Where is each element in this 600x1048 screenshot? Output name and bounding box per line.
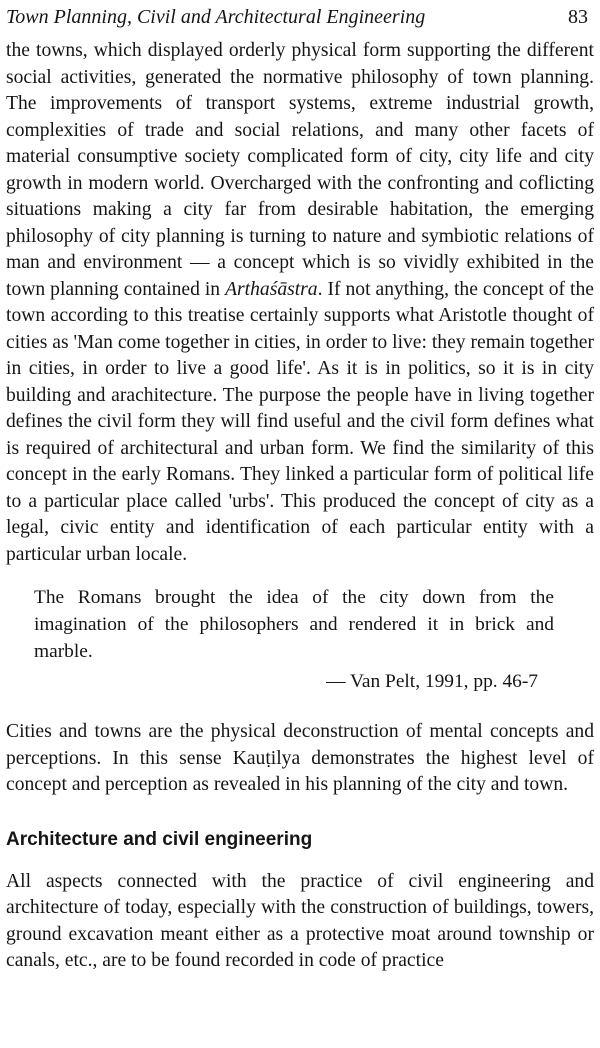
block-quote (34, 584, 554, 695)
paragraph-1 (6, 38, 594, 568)
body-text (6, 38, 594, 975)
paragraph-2: Cities and towns are the physical deconstruction of mental concepts and perceptions. In this sense Kauṭilya demonstrates the highest level of concept and perception as revealed in his planning of the city and town. (6, 721, 594, 795)
paragraph-1-part-b: . If not anything, the concept of the town according to this treatise certainly supports what Aristotle thought of cities as 'Man come together in cities, in order to live: they remain together in cities, in order to live a good life'. As it is in politics, so it is in city building and arachitecture. The purpose the people have in living together defines the civil form they will find useful and the civil form defines what is required of architectural and urban form. We find the similarity of this concept in the early Romans. They linked a particular form of political life to a particular place called 'urbs'. This produced the concept of city as a legal, civic entity and identification of each particular entity with a particular urban locale. (6, 278, 594, 565)
quote-attribution: — Van Pelt, 1991, pp. 46-7 (326, 671, 538, 692)
paragraph-1-part-a: the towns, which displayed orderly physical form supporting the different social activities, generated the normative philosophy of town planning. The improvements of transport systems, extreme industrial growth, complexities of trade and social relations, and many other facets of material consumptive society complicated form of city, city life and city growth in modern world. Overcharged with the confronting and coflicting situations making a city far from desirable habitation, the emerging philosophy of city planning is turning to nature and symbiotic relations of man and environment — a concept which is so vividly exhibited in the town planning contained in (6, 40, 594, 300)
paragraph-3: All aspects connected with the practice of civil engineering and architecture of today, especially with the construction of buildings, towers, ground excavation meant either as a protective moat around township or canals, etc., are to be found recorded in code of practice (6, 870, 594, 971)
running-head (6, 4, 588, 30)
page-number: 83 (568, 6, 588, 28)
section-heading: Architecture and civil engineering (6, 828, 313, 850)
quote-text: The Romans brought the idea of the city down from the imagination of the philosophers and rendered it in brick and marble. (34, 587, 554, 662)
paragraph-1-italic-title: Arthaśāstra (225, 278, 318, 300)
running-title: Town Planning, Civil and Architectural Engineering (6, 6, 426, 28)
